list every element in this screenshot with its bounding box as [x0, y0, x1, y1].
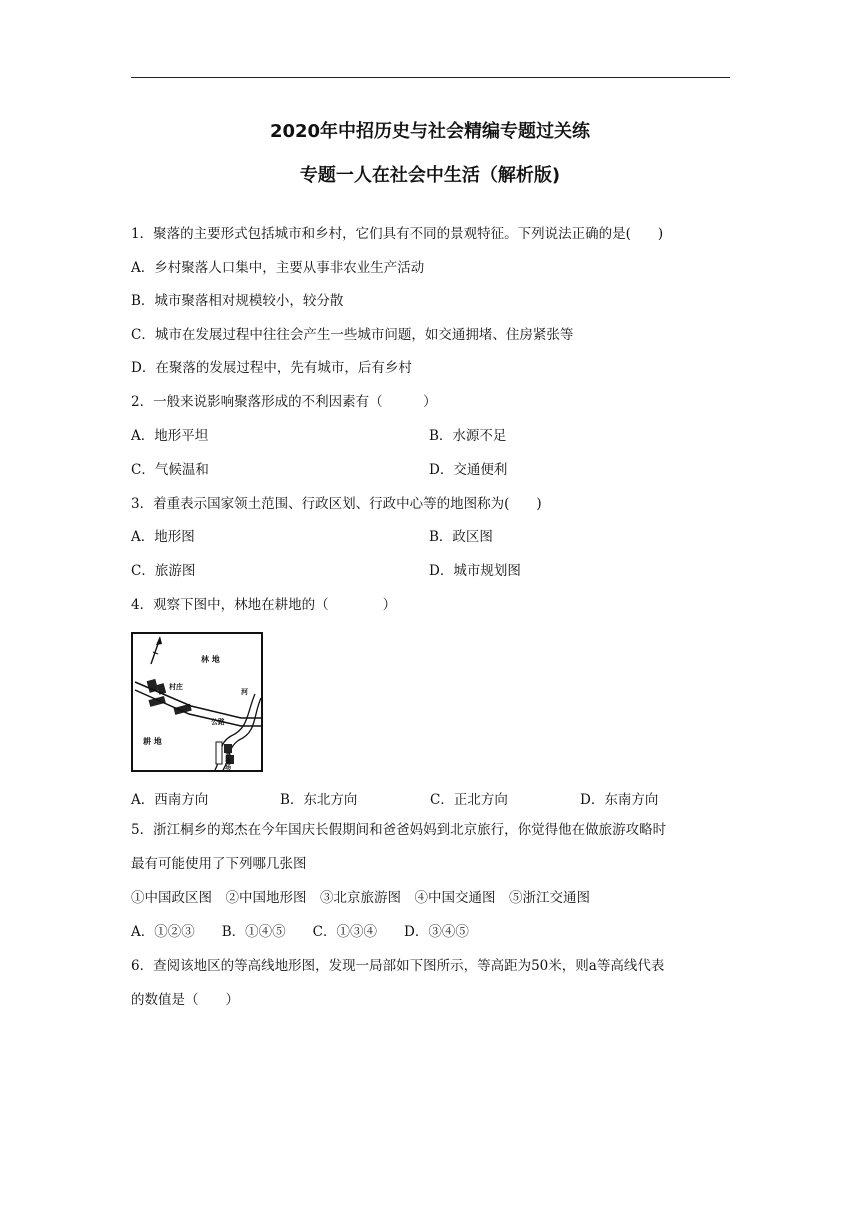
- q4-option-b: B．东北方向: [280, 792, 358, 808]
- map-label-village: 村庄: [169, 682, 183, 691]
- q2-stem: 2．一般来说影响聚落形成的不利因素有（ ）: [131, 394, 437, 410]
- q2-option-b: B．水源不足: [429, 428, 507, 444]
- q3-option-a: A．地形图: [131, 529, 195, 545]
- q2-option-d: D．交通便利: [429, 462, 508, 478]
- document-subtitle: 专题一人在社会中生活（解析版): [299, 165, 561, 186]
- map-label-farmland: 耕 地: [143, 736, 162, 746]
- map-label-forest: 林 地: [201, 654, 220, 664]
- q2-option-c: C．气候温和: [131, 462, 209, 478]
- map-label-river: 河: [241, 687, 248, 696]
- q5-stem-line1: 5．浙江桐乡的郑杰在今年国庆长假期间和爸爸妈妈到北京旅行，你觉得他在做旅游攻略时: [131, 822, 667, 838]
- q5-items: ①中国政区图 ②中国地形图 ③北京旅游图 ④中国交通图 ⑤浙江交通图: [131, 890, 590, 906]
- map-label-road: 公路: [211, 717, 225, 726]
- land-use-map: [131, 632, 263, 772]
- q4-stem: 4．观察下图中，林地在耕地的（ ）: [131, 597, 397, 613]
- q4-option-d: D．东南方向: [580, 792, 659, 808]
- q2-option-a: A．地形平坦: [131, 428, 209, 444]
- q4-option-c: C．正北方向: [430, 792, 508, 808]
- q1-option-b: B．城市聚落相对规模较小，较分散: [131, 293, 344, 309]
- map-label-nursery: 养殖场: [223, 752, 231, 770]
- q3-option-c: C．旅游图: [131, 563, 196, 579]
- q1-option-c: C．城市在发展过程中往往会产生一些城市问题，如交通拥堵、住房紧张等: [131, 327, 574, 343]
- q5-options: A．①②③ B．①④⑤ C．①③④ D．③④⑤: [131, 924, 469, 940]
- header-rule: [131, 77, 730, 78]
- q6-stem-line1: 6．查阅该地区的等高线地形图，发现一局部如下图所示，等高距为50米，则a等高线代表: [131, 958, 665, 974]
- q1-option-d: D．在聚落的发展过程中，先有城市，后有乡村: [131, 360, 412, 376]
- q3-stem: 3．着重表示国家领土范围、行政区划、行政中心等的地图称为( ): [131, 496, 542, 512]
- q1-stem: 1．聚落的主要形式包括城市和乡村，它们具有不同的景观特征。下列说法正确的是( ): [131, 226, 664, 242]
- q3-option-d: D．城市规划图: [429, 563, 521, 579]
- q6-stem-line2: 的数值是（ ）: [131, 992, 239, 1008]
- document-title: 2020年中招历史与社会精编专题过关练: [269, 121, 591, 142]
- q3-option-b: B．政区图: [429, 529, 493, 545]
- q1-option-a: A．乡村聚落人口集中，主要从事非农业生产活动: [131, 260, 425, 276]
- q4-option-a: A．西南方向: [131, 792, 209, 808]
- q5-stem-line2: 最有可能使用了下列哪几张图: [131, 856, 307, 872]
